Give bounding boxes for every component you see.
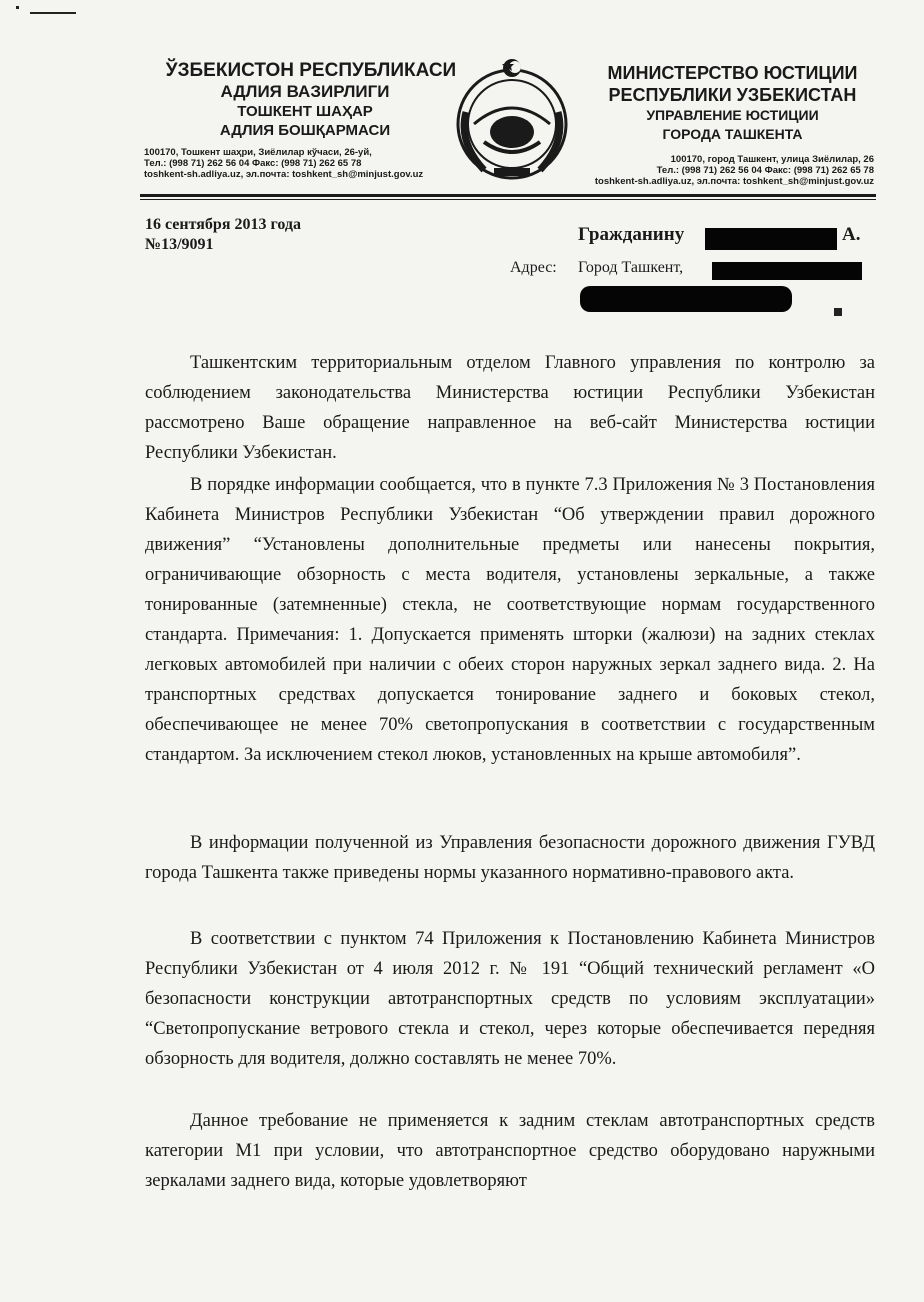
- scan-artifact-dot: [16, 6, 19, 9]
- body-paragraph-5: [145, 1106, 875, 1196]
- letter-date: 16 сентября 2013 года: [145, 216, 301, 233]
- redaction-bar-name: [705, 228, 837, 250]
- header-left-line2: АДЛИЯ ВАЗИРЛИГИ: [220, 82, 390, 101]
- body-paragraph-5-text: Данное требование не применяется к задним стеклам автотранспортных средств категории М1 при условии, что автотранспортное средство оборудовано наружными зеркалами заднего вида, которые удовлетворяют: [145, 1111, 875, 1191]
- header-right-address-line2: Тел.: (998 71) 262 56 04 Факс: (998 71) 262 65 78: [656, 165, 874, 176]
- header-left: [140, 60, 470, 140]
- header-right-line2: РЕСПУБЛИКИ УЗБЕКИСТАН: [608, 85, 857, 105]
- header-left-line4: АДЛИЯ БОШҚАРМАСИ: [219, 122, 391, 139]
- header-right-address: [540, 154, 874, 187]
- body-paragraph-3: [145, 828, 875, 888]
- body-paragraph-1-text: Ташкентским территориальным отделом Главного управления по контролю за соблюдением законодательства Министерства юстиции Республики Узбекистан рассмотрено Ваше обращение направленное на веб-сайт Министерства юстиции Республики Узбекистан.: [145, 353, 875, 463]
- body-paragraph-3-text: В информации полученной из Управления безопасности дорожного движения ГУВД города Ташкента также приведены нормы указанного нормативно-правового акта.: [145, 833, 875, 883]
- header-divider-thin: [140, 199, 876, 200]
- scan-artifact-line: [30, 12, 76, 14]
- header-left-address: [144, 147, 484, 180]
- body-paragraph-4-text: В соответствии с пунктом 74 Приложения к Постановлению Кабинета Министров Республики Узбекистан от 4 июля 2012 г. № 191 “Общий технический регламент «О безопасности конструкции автотранспортных средств по условиям эксплуатации» “Светопропускание ветрового стекла и стекол, через которые обеспечивается передняя обзорность для водителя, должно составлять не менее 70%.: [145, 929, 875, 1069]
- header-left-address-line3: toshkent-sh.adliya.uz, эл.почта: toshkent_sh@minjust.gov.uz: [144, 169, 424, 180]
- body-paragraph-2-text: В порядке информации сообщается, что в пункте 7.3 Приложения № 3 Постановления Кабинета Министров Республики Узбекистан “Об утверждении правил дорожного движения” “Установлены дополнительные предметы или нанесены покрытия, ограничивающие обзорность с места водителя, установлены зеркальные, а также тонированные (затемненные) стекла, не соответствующие нормам государственного стандарта. Примечания: 1. Допускается применять шторки (жалюзи) на задних стеклах легковых автомобилей при наличии с обеих сторон наружных зеркал заднего вида. 2. На транспортных средствах допускается тонирование заднего и боковых стекол, обеспечивающее не менее 70% светопропускания в соответствии с государственным стандартом. За исключением стекол люков, установленных на крыше автомобиля”.: [145, 475, 875, 765]
- header-right-line3: УПРАВЛЕНИЕ ЮСТИЦИИ: [646, 107, 819, 123]
- address-value: Город Ташкент,: [578, 259, 684, 276]
- header-left-line1: ЎЗБЕКИСТОН РЕСПУБЛИКАСИ: [165, 60, 457, 81]
- header-left-line3: ТОШКЕНТ ШАҲАР: [237, 103, 373, 120]
- header-right-address-line3: toshkent-sh.adliya.uz, эл.почта: toshkent_sh@minjust.gov.uz: [594, 176, 874, 187]
- header-right-line4: ГОРОДА ТАШКЕНТА: [662, 126, 803, 142]
- header-divider-thick: [140, 194, 876, 197]
- recipient-initial: А.: [842, 224, 861, 245]
- scan-speck: [834, 308, 842, 316]
- letter-number: №13/9091: [145, 236, 214, 253]
- body-paragraph-4: [145, 924, 875, 1074]
- header-right: [590, 62, 875, 144]
- redaction-bar-address: [580, 286, 792, 312]
- body-paragraph-2: [145, 470, 875, 770]
- header-left-address-line1: 100170, Тошкент шаҳри, Зиёлилар кўчаси, 26-уй,: [144, 147, 372, 158]
- address-label: Адрес:: [510, 259, 557, 276]
- body-paragraph-1: [145, 348, 875, 468]
- header-left-address-line2: Тел.: (998 71) 262 56 04 Факс: (998 71) 262 65 78: [144, 158, 362, 169]
- date-block: [145, 215, 301, 255]
- redaction-bar-street: [712, 262, 862, 280]
- recipient-salutation: Гражданину: [578, 224, 685, 245]
- header-right-line1: МИНИСТЕРСТВО ЮСТИЦИИ: [607, 63, 858, 83]
- header-right-address-line1: 100170, город Ташкент, улица Зиёлилар, 26: [670, 154, 874, 165]
